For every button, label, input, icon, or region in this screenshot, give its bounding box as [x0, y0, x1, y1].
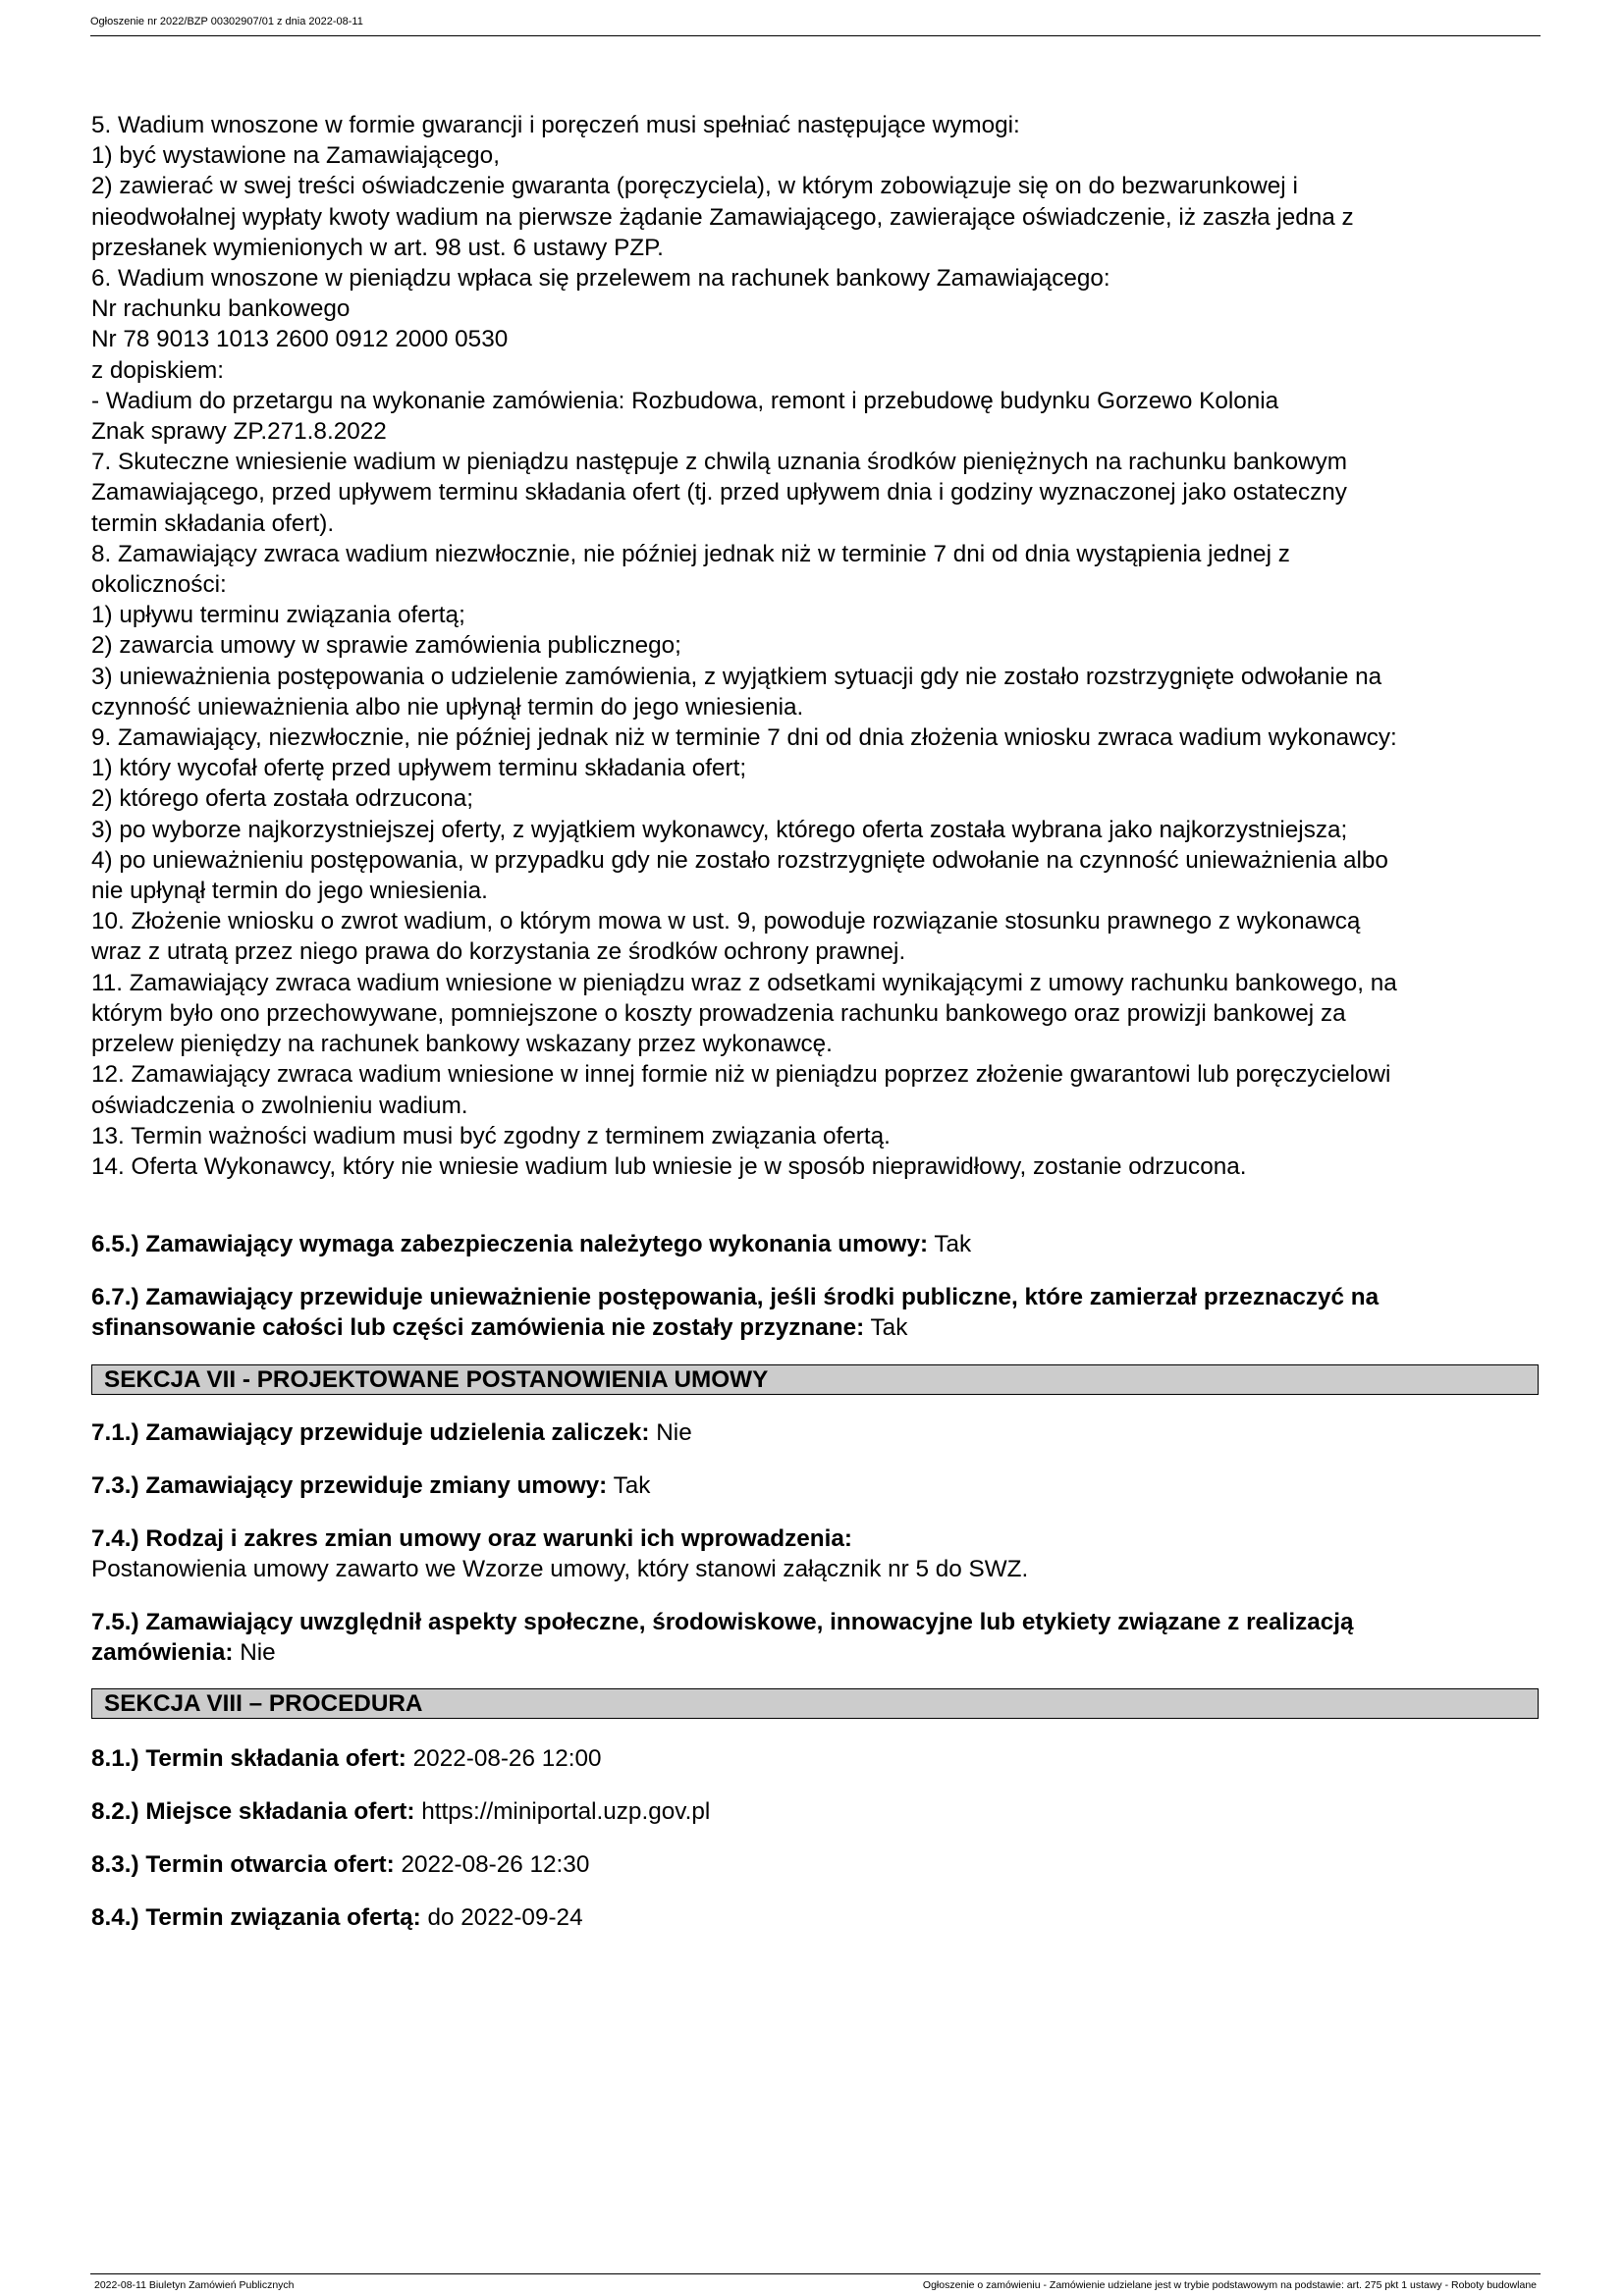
- text-line: 2) zawarcia umowy w sprawie zamówienia publicznego;: [91, 632, 681, 660]
- text-line: przesłanek wymienionych w art. 98 ust. 6 ustawy PZP.: [91, 234, 664, 261]
- field-label: 7.5.) Zamawiający uwzględnił aspekty społeczne, środowiskowe, innowacyjne lub etykiety związane z realizacją: [91, 1609, 1354, 1635]
- text-line: 9. Zamawiający, niezwłocznie, nie później jednak niż w terminie 7 dni od dnia złożenia wniosku zwraca wadium wykonawcy:: [91, 724, 1397, 752]
- field-value: 2022-08-26 12:30: [401, 1851, 590, 1878]
- page-footer: [90, 2273, 1541, 2291]
- field-label: 8.3.) Termin otwarcia ofert:: [91, 1851, 395, 1878]
- text-line: 6. Wadium wnoszone w pieniądzu wpłaca się przelewem na rachunek bankowy Zamawiającego:: [91, 265, 1110, 293]
- text-line: czynność unieważnienia albo nie upłynął termin do jego wniesienia.: [91, 693, 804, 721]
- field-label: 6.7.) Zamawiający przewiduje unieważnienie postępowania, jeśli środki publiczne, które zamierzał przeznaczyć na: [91, 1284, 1380, 1310]
- field-8-2: [91, 1796, 1544, 1827]
- submission-url: https://miniportal.uzp.gov.pl: [421, 1798, 711, 1825]
- field-6-5: [91, 1229, 1544, 1259]
- field-7-3: [91, 1470, 1544, 1501]
- text-line: Zamawiającego, przed upływem terminu składania ofert (tj. przed upływem dnia i godziny wyznaczonej jako ostateczny: [91, 479, 1347, 507]
- text-line: 3) po wyborze najkorzystniejszej oferty, z wyjątkiem wykonawcy, którego oferta została wybrana jako najkorzystniejsza;: [91, 816, 1348, 843]
- field-label: 8.4.) Termin związania ofertą:: [91, 1904, 421, 1931]
- text-line: 2) którego oferta została odrzucona;: [91, 785, 473, 813]
- field-value: Tak: [934, 1231, 972, 1257]
- text-line: 14. Oferta Wykonawcy, który nie wniesie wadium lub wniesie je w sposób nieprawidłowy, zostanie odrzucona.: [91, 1152, 1247, 1180]
- text-line: okoliczności:: [91, 571, 227, 599]
- footer-left: 2022-08-11 Biuletyn Zamówień Publicznych: [94, 2279, 295, 2291]
- footer-right: Ogłoszenie o zamówieniu - Zamówienie udzielane jest w trybie podstawowym na podstawie: art. 275 pkt 1 ustawy - Roboty budowlane: [922, 2279, 1537, 2291]
- text-line: 7. Skuteczne wniesienie wadium w pieniądzu następuje z chwilą uznania środków pieniężnych na rachunku bankowym: [91, 449, 1348, 476]
- text-line: 12. Zamawiający zwraca wadium wniesione w innej formie niż w pieniądzu poprzez złożenie gwarantowi lub poręczycielowi: [91, 1061, 1391, 1089]
- field-6-7: [91, 1282, 1544, 1343]
- text-line: 13. Termin ważności wadium musi być zgodny z terminem związania ofertą.: [91, 1122, 891, 1149]
- field-7-1: [91, 1417, 1544, 1448]
- field-8-3: [91, 1849, 1544, 1880]
- field-7-4: [91, 1523, 1544, 1584]
- text-line: wraz z utratą przez niego prawa do korzystania ze środków ochrony prawnej.: [91, 938, 906, 966]
- field-value: Nie: [240, 1639, 276, 1667]
- field-value: do 2022-09-24: [427, 1904, 583, 1931]
- field-value: Postanowienia umowy zawarto we Wzorze umowy, który stanowi załącznik nr 5 do SWZ.: [91, 1556, 1029, 1583]
- text-line: 1) być wystawione na Zamawiającego,: [91, 142, 500, 170]
- field-8-4: [91, 1902, 1544, 1933]
- text-line: oświadczenia o zwolnieniu wadium.: [91, 1092, 468, 1119]
- text-line: 5. Wadium wnoszone w formie gwarancji i poręczeń musi spełniać następujące wymogi:: [91, 112, 1020, 138]
- bank-account-number: Nr 78 9013 1013 2600 0912 2000 0530: [91, 326, 509, 353]
- field-7-5: [91, 1607, 1544, 1668]
- text-line: - Wadium do przetargu na wykonanie zamówienia: Rozbudowa, remont i przebudowę budynku Gorzewo Kolonia: [91, 387, 1279, 414]
- text-line: przelew pieniędzy na rachunek bankowy wskazany przez wykonawcę.: [91, 1031, 833, 1058]
- text-line: 3) unieważnienia postępowania o udzielenie zamówienia, z wyjątkiem sytuacji gdy nie zostało rozstrzygnięte odwołanie na: [91, 663, 1382, 690]
- field-8-1: [91, 1743, 1544, 1774]
- wadium-paragraphs: [91, 110, 1544, 1182]
- field-label: zamówienia:: [91, 1639, 234, 1667]
- section-title: SEKCJA VIII – PROCEDURA: [104, 1690, 423, 1717]
- wadium-text-block: [91, 110, 1544, 1182]
- text-line: 1) upływu terminu związania ofertą;: [91, 602, 465, 629]
- field-label: 6.5.) Zamawiający wymaga zabezpieczenia należytego wykonania umowy:: [91, 1231, 929, 1257]
- field-label: 8.2.) Miejsce składania ofert:: [91, 1798, 415, 1825]
- text-line: Nr rachunku bankowego: [91, 295, 351, 323]
- case-reference: Znak sprawy ZP.271.8.2022: [91, 418, 387, 446]
- text-line: 8. Zamawiający zwraca wadium niezwłocznie, nie później jednak niż w terminie 7 dni od dnia wystąpienia jednej z: [91, 540, 1290, 567]
- text-line: nieodwołalnej wypłaty kwoty wadium na pierwsze żądanie Zamawiającego, zawierające oświadczenie, iż zaszła jedna z: [91, 203, 1354, 231]
- section-title: SEKCJA VII - PROJEKTOWANE POSTANOWIENIA UMOWY: [104, 1366, 769, 1393]
- field-value: Tak: [870, 1314, 908, 1342]
- text-line: 1) który wycofał ofertę przed upływem terminu składania ofert;: [91, 755, 747, 782]
- text-line: 11. Zamawiający zwraca wadium wniesione w pieniądzu wraz z odsetkami wynikającymi z umowy rachunku bankowego, na: [91, 969, 1397, 996]
- field-label: sfinansowanie całości lub części zamówienia nie zostały przyznane:: [91, 1314, 865, 1342]
- text-line: 4) po unieważnieniu postępowania, w przypadku gdy nie zostało rozstrzygnięte odwołanie na czynność unieważnienia albo: [91, 846, 1388, 874]
- text-line: którym było ono przechowywane, pomniejszone o koszty prowadzenia rachunku bankowego oraz prowizji bankowej za: [91, 999, 1346, 1027]
- text-line: 10. Złożenie wniosku o zwrot wadium, o którym mowa w ust. 9, powoduje rozwiązanie stosunku prawnego z wykonawcą: [91, 908, 1361, 935]
- field-value: 2022-08-26 12:00: [412, 1745, 602, 1772]
- field-label: 7.4.) Rodzaj i zakres zmian umowy oraz warunki ich wprowadzenia:: [91, 1525, 852, 1552]
- field-label: 8.1.) Termin składania ofert:: [91, 1745, 406, 1772]
- text-line: 2) zawierać w swej treści oświadczenie gwaranta (poręczyciela), w którym zobowiązuje się on do bezwarunkowej i: [91, 173, 1298, 200]
- notice-reference: Ogłoszenie nr 2022/BZP 00302907/01 z dnia 2022-08-11: [90, 16, 363, 27]
- field-label: 7.3.) Zamawiający przewiduje zmiany umowy:: [91, 1472, 608, 1499]
- field-value: Tak: [613, 1472, 651, 1499]
- text-line: z dopiskiem:: [91, 356, 225, 384]
- text-line: termin składania ofert).: [91, 509, 335, 537]
- page-header: [90, 14, 1541, 36]
- field-label: 7.1.) Zamawiający przewiduje udzielenia zaliczek:: [91, 1419, 650, 1446]
- text-line: nie upłynął termin do jego wniesienia.: [91, 878, 488, 905]
- section-vii-heading: [91, 1364, 1539, 1395]
- section-viii-heading: [91, 1688, 1539, 1719]
- field-value: Nie: [656, 1419, 692, 1446]
